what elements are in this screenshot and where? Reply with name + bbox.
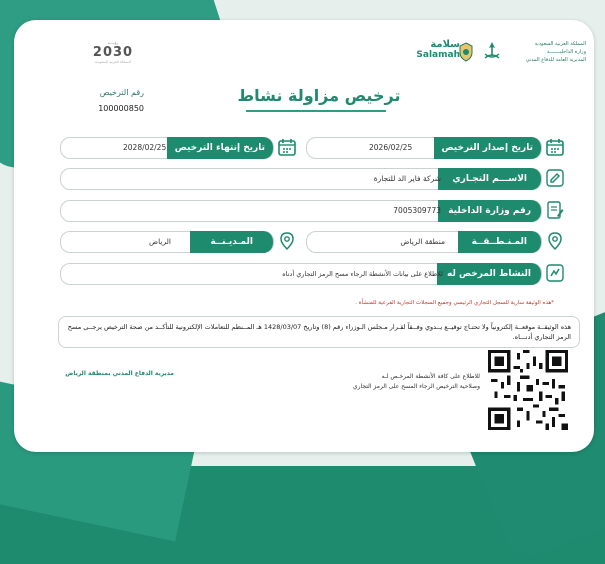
expiry-date-field [60,137,274,159]
validity-note: *هذه الوثيقة سارية للسجل التجاري الرئيسي وجميع السجلات التجارية الفرعية للمنشأة . [355,300,554,306]
qr-code[interactable] [488,350,568,430]
issue-date-field [306,137,542,159]
directorate-name: مديرية الدفاع المدني بمنطقة الرياض [65,370,174,377]
issue-date-label: تاريخ إصدار الترخيص [434,137,542,159]
vision-year: 2030 [92,45,134,60]
license-card [14,20,594,452]
qr-instructions-line-2: وصلاحية الترخيص الرجاء المسح على الرمز التجاري [352,383,480,390]
city-label: المـديـنــة [190,231,273,253]
location-pin-icon [544,230,566,252]
salamah-brand [394,39,460,60]
salamah-brand-en: Salamah [416,50,460,60]
region-value: منطقة الرياض [400,237,445,246]
salamah-brand-ar: سلامة [430,39,460,50]
trade-name-label: الاســـم التجـاري [438,168,541,190]
licensed-activity-label: النشاط المرخص له [437,263,541,285]
moi-number-field [60,200,542,222]
activity-badge-icon [544,262,566,284]
calendar-icon [276,136,298,158]
region-label: المـنـطــقــة [458,231,541,253]
license-number-label: رقم الترخيص [99,88,144,97]
title-underline [246,110,386,112]
saudi-emblem-icon [482,40,502,62]
ministry-line-3: المديرية العامة للدفاع المدني [525,57,586,63]
region-field [306,231,542,253]
document-edit-icon [544,199,566,221]
page-title: ترخيص مزاولة نشاط [237,86,401,105]
moi-number-value: 7005309773 [393,206,441,215]
edit-pencil-icon [544,167,566,189]
license-number-value: 100000850 [98,104,144,113]
civil-defense-emblem-icon [458,42,474,62]
trade-name-value: شركة فاير الد للتجارة [373,174,441,183]
calendar-icon [544,136,566,158]
ministry-line-1: المملكة العربية السعودية [534,41,586,47]
e-signature-notice-text: هذه الوثيقــة موقعــة إلكترونياً ولا تحتـاج توقيــع يــدوي وفــقاً لقـرار مـجلس الـوزراء رقم (8) وتاريخ 1428/03/07 هـ المــنظم للتعاملات الإلكترونية للتأكــد من صحة الترخيص يرجــى مسح الرمز التجاري أدنـــاه. [67,323,571,341]
expiry-date-label: تاريخ إنتهاء الترخيص [167,137,273,159]
vision-subtitle: المملكة العربية السعودية [95,60,131,64]
city-value: الرياض [149,237,171,246]
trade-name-field [60,168,542,190]
ministry-logo [482,40,586,64]
moi-number-label: رقم وزارة الداخلية [438,200,541,222]
issue-date-value: 2026/02/25 [369,143,413,152]
expiry-date-value: 2028/02/25 [123,143,167,152]
vision-label: رؤيـــة [107,40,119,45]
qr-instructions [314,372,480,392]
licensed-activity-field [60,263,542,285]
ministry-line-2: وزارة الداخليـــــــة [547,49,586,55]
qr-instructions-line-1: للاطلاع على كافة الأنشطة المرخـص لـه [381,373,480,380]
location-pin-icon [276,230,298,252]
licensed-activity-value: للاطلاع على بيانات الأنشطة الرجاء مسح الرمز التجاري أدناه [282,270,443,278]
vision-2030-logo [78,40,148,64]
e-signature-notice [58,316,580,348]
city-field [60,231,274,253]
